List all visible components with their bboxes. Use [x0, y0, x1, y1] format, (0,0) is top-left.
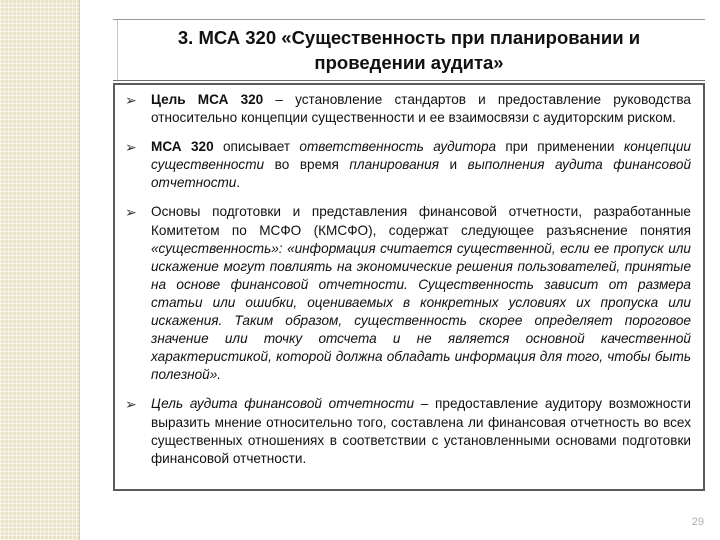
bullet-item-1	[125, 91, 691, 127]
content-box	[113, 83, 705, 491]
text-fragment: Цель МСА 320	[151, 92, 264, 107]
page-number: 29	[691, 516, 704, 528]
bullet-text-2	[151, 138, 691, 192]
side-pattern-strip	[0, 0, 80, 540]
arrow-bullet-icon: ➢	[125, 139, 137, 156]
text-fragment: ответственность аудитора	[299, 139, 497, 155]
bullet-text-4	[151, 395, 691, 467]
text-fragment: МСА 320	[151, 139, 214, 155]
title-box	[113, 19, 705, 81]
arrow-bullet-icon: ➢	[125, 92, 137, 108]
text-fragment: «существенность»: «информация считается существенной, если ее пропуск или искажение могут повлиять на экономические решения пользователей, принятые на основе финансовой отчетности. Существенность зависит от размера статьи или ошибки, оцениваемых в конкретных условиях их пропуска или искажения. Таким образом, существенность скорее определяет пороговое значение или точку отсчета и не является основной качественной характеристикой, которой должна обладать информация для того, чтобы быть полезной».	[151, 240, 691, 383]
bullet-text-3	[151, 203, 691, 384]
text-fragment: во время	[264, 157, 350, 173]
bullet-item-4	[125, 395, 691, 467]
text-fragment: концепции существенности	[151, 139, 691, 173]
text-fragment: .	[236, 175, 241, 191]
text-fragment: – установление стандартов и предоставление руководства относительно концепции существенности и ее взаимосвязи с аудиторским риском.	[151, 92, 691, 126]
text-fragment: планирования	[349, 157, 439, 173]
text-fragment: Цель аудита финансовой отчетности	[151, 396, 415, 412]
arrow-bullet-icon: ➢	[125, 396, 137, 413]
slide-title: 3. МСА 320 «Существенность при планировании и проведении аудита»	[177, 27, 641, 73]
bullet-item-2	[125, 138, 691, 192]
text-fragment: при применении	[496, 139, 624, 155]
text-fragment: Основы подготовки и представления финансовой отчетности, разработанные Комитетом по МСФО (КМСФО), содержат следующее разъяснение понятия	[151, 204, 691, 238]
bullet-item-3	[125, 203, 691, 384]
text-fragment: выполнения аудита финансовой отчетности	[151, 157, 691, 191]
arrow-bullet-icon: ➢	[125, 204, 137, 221]
text-fragment: и	[438, 157, 468, 173]
text-fragment: – предоставление аудитору возможности выразить мнение относительно того, составлена ли финансовая отчетность во всех существенных отношениях в соответствии с установленными основами подготовки финансовой отчетности.	[151, 396, 691, 466]
bullet-text-1	[151, 91, 691, 127]
text-fragment: описывает	[213, 139, 300, 155]
